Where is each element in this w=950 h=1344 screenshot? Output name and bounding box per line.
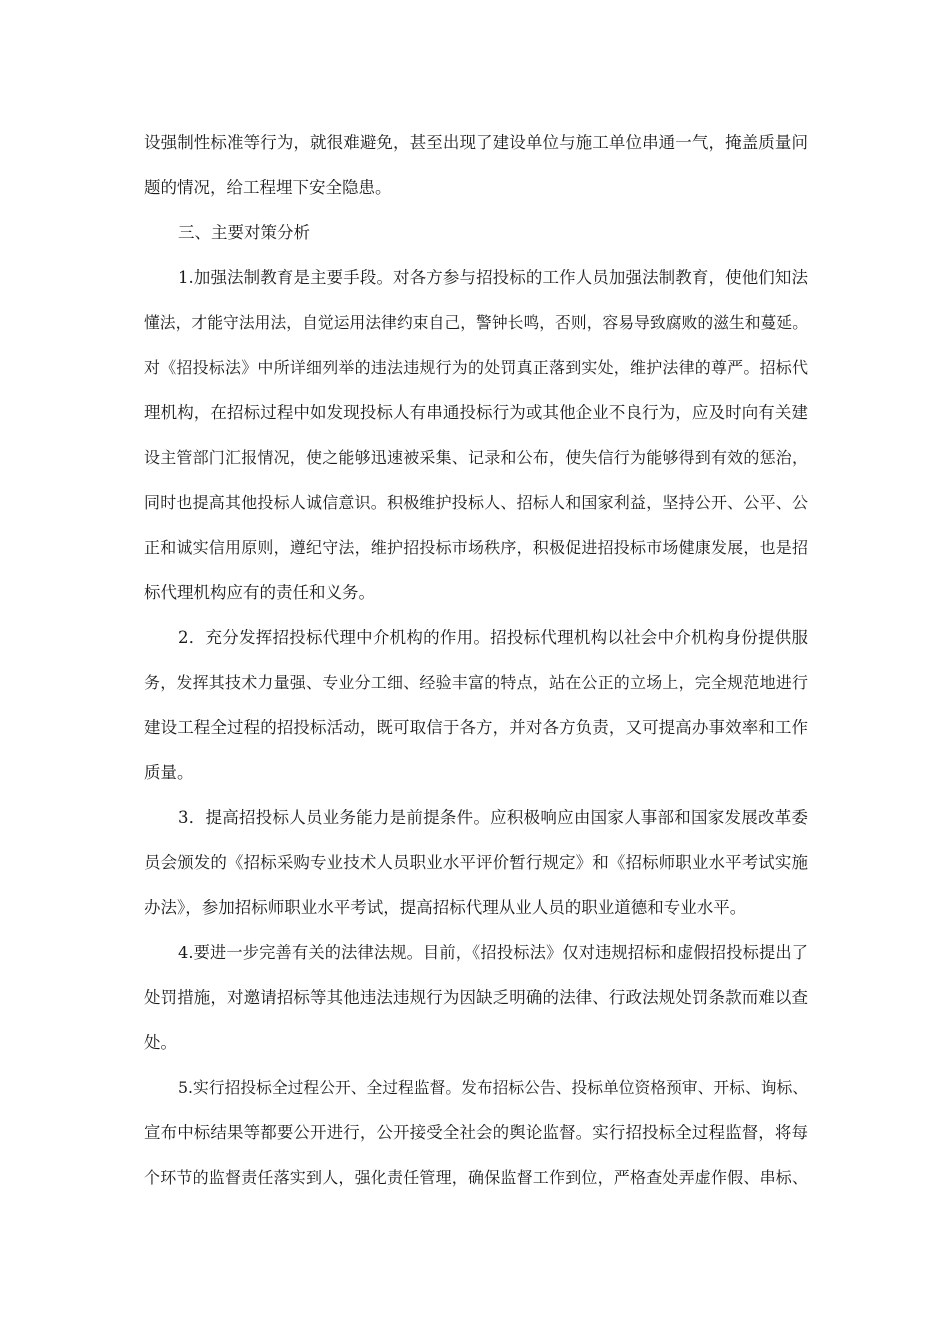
text-line: 办法》，参加招标师职业水平考试，提高招标代理从业人员的职业道德和专业水平。 [144,898,747,917]
text-line: 处罚措施，对邀请招标等其他违法违规行为因缺乏明确的法律、行政法规处罚条款而难以查 [144,988,808,1007]
text-line: 务，发挥其技术力量强、专业分工细、经验丰富的特点，站在公正的立场上，完全规范地进行 [144,673,808,692]
text-line: 建设工程全过程的招投标活动，既可取信于各方，并对各方负责，又可提高办事效率和工作 [144,718,808,737]
text-line: 正和诚实信用原则，遵纪守法，维护招投标市场秩序，积极促进招投标市场健康发展，也是招 [144,538,808,557]
text-line: 理机构，在招标过程中如发现投标人有串通投标行为或其他企业不良行为，应及时向有关建 [144,403,808,422]
text-line: 题的情况，给工程埋下安全隐患。 [144,178,392,197]
text-line: 懂法，才能守法用法，自觉运用法律约束自己，警钟长鸣，否则，容易导致腐败的滋生和蔓延。 [144,313,808,332]
text-line: 宣布中标结果等都要公开进行，公开接受全社会的舆论监督。实行招投标全过程监督，将每 [144,1123,808,1142]
text-line: 1.加强法制教育是主要手段。对各方参与招投标的工作人员加强法制教育，使他们知法 [178,268,808,287]
text-line: 对《招投标法》中所详细列举的违法违规行为的处罚真正落到实处，维护法律的尊严。招标代 [144,358,808,377]
text-line: 质量。 [144,763,194,782]
text-line: 2．充分发挥招投标代理中介机构的作用。招投标代理机构以社会中介机构身份提供服 [178,628,808,647]
text-line: 4.要进一步完善有关的法律法规。目前，《招投标法》仅对违规招标和虚假招投标提出了 [178,943,808,962]
text-line: 员会颁发的《招标采购专业技术人员职业水平评价暂行规定》和《招标师职业水平考试实施 [144,853,808,872]
document-body [144,120,808,1200]
text-line: 同时也提高其他投标人诚信意识。积极维护投标人、招标人和国家利益，坚持公开、公平、公 [144,493,808,512]
text-line: 设主管部门汇报情况，使之能够迅速被采集、记录和公布，使失信行为能够得到有效的惩治， [144,448,808,467]
text-line: 设强制性标准等行为，就很难避免，甚至出现了建设单位与施工单位串通一气，掩盖质量问 [144,133,808,152]
section-heading: 三、主要对策分析 [178,223,310,242]
text-line: 个环节的监督责任落实到人，强化责任管理，确保监督工作到位，严格查处弄虚作假、串标、 [144,1168,808,1187]
text-line: 3．提高招投标人员业务能力是前提条件。应积极响应由国家人事部和国家发展改革委 [178,808,808,827]
text-line: 标代理机构应有的责任和义务。 [144,583,375,602]
text-line: 处。 [144,1033,177,1052]
text-line: 5.实行招投标全过程公开、全过程监督。发布招标公告、投标单位资格预审、开标、询标、 [178,1078,808,1097]
